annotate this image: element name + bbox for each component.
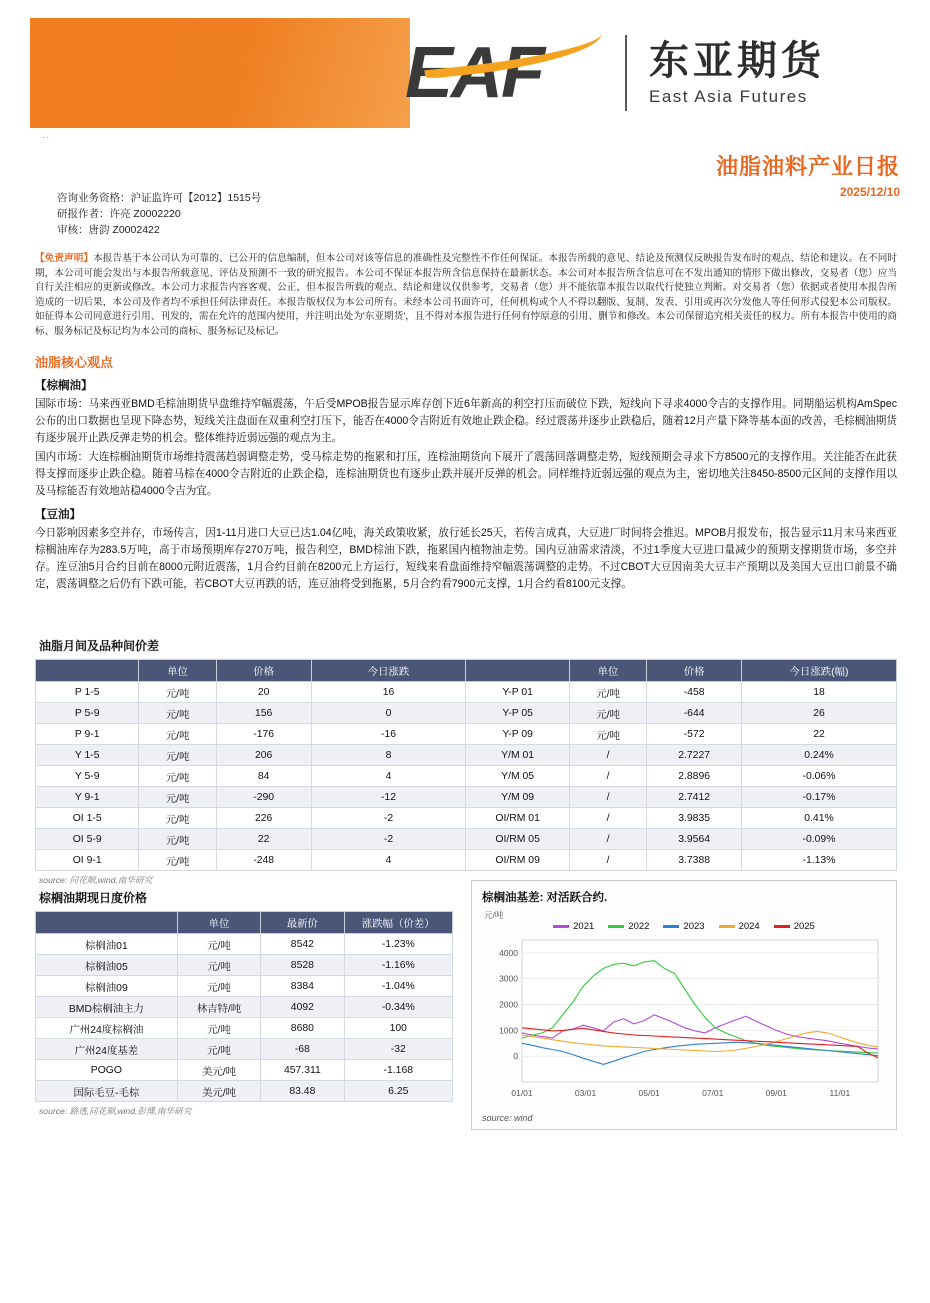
cell-name: 棕榈油01 xyxy=(36,934,178,955)
cell-l-chg: 8 xyxy=(311,745,466,766)
cell-name: POGO xyxy=(36,1060,178,1081)
cell-name: 棕榈油09 xyxy=(36,976,178,997)
cell-unit: 元/吨 xyxy=(177,1018,260,1039)
legend-item-2023 xyxy=(663,921,704,932)
subhead-soybean-oil: 【豆油】 xyxy=(35,509,81,521)
cell-l-unit: 元/吨 xyxy=(139,745,216,766)
cell-chg: -1.16% xyxy=(344,955,452,976)
cell-l-unit: 元/吨 xyxy=(139,724,216,745)
table-row xyxy=(36,1081,453,1102)
legend-item-2022 xyxy=(608,921,649,932)
bottom-section xyxy=(35,880,897,1130)
eaf-logo-text: EAF xyxy=(405,33,543,113)
table-row xyxy=(36,745,897,766)
cell-chg: -0.34% xyxy=(344,997,452,1018)
legend-item-2021 xyxy=(553,921,594,932)
cell-r-name: OI/RM 09 xyxy=(466,850,569,871)
cell-name: 棕榈油05 xyxy=(36,955,178,976)
brand-logo xyxy=(395,18,900,128)
cell-l-price: -248 xyxy=(216,850,311,871)
svg-text:2000: 2000 xyxy=(499,999,518,1010)
spread-table-caption: 油脂月间及品种间价差 xyxy=(39,639,160,653)
spread-table-source: source: 同花顺,wind,南华研究 xyxy=(39,875,153,885)
table-row xyxy=(36,1018,453,1039)
cell-l-unit: 元/吨 xyxy=(139,682,216,703)
col-change-right: 今日涨跌(幅) xyxy=(741,660,896,682)
col-palm-unit: 单位 xyxy=(177,912,260,934)
cell-r-price: 3.9835 xyxy=(647,808,742,829)
cell-r-chg: -0.06% xyxy=(741,766,896,787)
palm-price-table-body xyxy=(36,934,453,1102)
chart-svg xyxy=(482,934,886,1102)
cell-r-unit: / xyxy=(569,808,646,829)
soybean-oil-paragraph: 今日影响因素多空并存，市场传言，因1-11月进口大豆已达1.04亿吨，海关政策收紧，放行延长25天，若传言成真，大豆进厂时间将会推迟。MPOB月报发布，报告显示11月末马来西亚棕榈油库存为283.5万吨，高于市场预期库存270万吨，报告利空，BMD棕油下跌，拖累国内植物油走势。国内豆油需求清淡，不过1季度大豆进口量减少的预期支撑期货市场，多空并存。连豆油5月合约目前在8000元附近震荡，1月合约目前在8200元上方运行，短线来看盘面维持窄幅震荡调整的走势。不过CBOT大豆因南美大豆丰产预期以及美国大豆出口前景不确定，震荡调整之后仍有下跌可能，若CBOT大豆再跌的话，连豆油将受到拖累，5月合约看7900元支撑，1月合约看8100元支撑。 xyxy=(35,527,897,590)
table-row xyxy=(36,808,897,829)
svg-text:3000: 3000 xyxy=(499,973,518,984)
col-unit-left: 单位 xyxy=(139,660,216,682)
cell-r-chg: 0.41% xyxy=(741,808,896,829)
cell-r-price: -572 xyxy=(647,724,742,745)
cell-l-name: Y 5-9 xyxy=(36,766,139,787)
legend-label: 2024 xyxy=(738,921,760,932)
table-row xyxy=(36,997,453,1018)
cell-l-price: 156 xyxy=(216,703,311,724)
cell-r-unit: / xyxy=(569,829,646,850)
brand-name-cn: 东亚期货 xyxy=(649,39,825,83)
legend-label: 2021 xyxy=(573,921,595,932)
spread-table xyxy=(35,659,897,871)
col-price-right: 价格 xyxy=(647,660,742,682)
cell-l-chg: 4 xyxy=(311,766,466,787)
disclaimer-tag: 【免责声明】 xyxy=(35,253,94,264)
licence-line-1: 咨询业务资格：沪证监许可【2012】1515号 xyxy=(57,192,262,204)
cell-r-price: -458 xyxy=(647,682,742,703)
licence-info xyxy=(57,190,261,238)
cell-name: 国际毛豆-毛棕 xyxy=(36,1081,178,1102)
cell-price: 8680 xyxy=(261,1018,344,1039)
cell-name: 广州24度基差 xyxy=(36,1039,178,1060)
svg-text:4000: 4000 xyxy=(499,947,518,958)
chart-legend xyxy=(482,921,886,932)
cell-l-name: Y 9-1 xyxy=(36,787,139,808)
legend-label: 2022 xyxy=(628,921,650,932)
cell-price: 83.48 xyxy=(261,1081,344,1102)
cell-name: 广州24度棕榈油 xyxy=(36,1018,178,1039)
cell-r-unit: / xyxy=(569,745,646,766)
palm-paragraph-international: 国际市场：马来西亚BMD毛棕油期货早盘维持窄幅震荡，午后受MPOB报告显示库存创下近6年新高的利空打压而破位下跌，短线向下寻求4000令吉的支撑作用。同期船运机构AmSpec公布的出口数据也呈现下降态势，短线关注盘面在双重利空打压下，能否在4000令吉附近有效地止跌企稳。经过震荡并逐步止跌稳后，随着12月产量下降等基本面的改善，毛棕榈油期货有逐步展开止跌反弹走势的机会。整体维持近弱远强的观点为主。 xyxy=(35,398,897,444)
palm-price-table xyxy=(35,911,453,1102)
cell-l-name: Y 1-5 xyxy=(36,745,139,766)
palm-paragraph-domestic: 国内市场：大连棕榈油期货市场维持震荡趋弱调整走势，受马棕走势的拖累和打压，连棕油期货向下展开了震荡回落调整走势，短线预期会寻求下方8500元的支撑作用。关注能否在此获得支撑而逐步止跌企稳。随着马棕在4000令吉附近的止跌企稳，连棕油期货也有逐步止跌并展开反弹的机会。同样维持近弱远强的观点为主，密切地关注8450-8500元区间的支撑作用以及马棕能否有效地站稳4000令吉为宜。 xyxy=(35,451,897,497)
col-palm-price: 最新价 xyxy=(261,912,344,934)
table-row xyxy=(36,829,897,850)
spread-table-section xyxy=(35,628,897,886)
cell-r-chg: 0.24% xyxy=(741,745,896,766)
svg-text:1000: 1000 xyxy=(499,1025,518,1036)
cell-l-price: 206 xyxy=(216,745,311,766)
cell-r-unit: / xyxy=(569,787,646,808)
chart-plot-area xyxy=(482,934,886,1107)
cell-l-unit: 元/吨 xyxy=(139,808,216,829)
spread-table-body xyxy=(36,682,897,871)
legend-label: 2023 xyxy=(683,921,705,932)
svg-text:05/01: 05/01 xyxy=(638,1088,660,1098)
cell-r-price: 3.9564 xyxy=(647,829,742,850)
cell-chg: -1.168 xyxy=(344,1060,452,1081)
cell-r-chg: -0.17% xyxy=(741,787,896,808)
cell-l-chg: 16 xyxy=(311,682,466,703)
spread-table-header-row xyxy=(36,660,897,682)
cell-l-name: P 5-9 xyxy=(36,703,139,724)
cell-unit: 元/吨 xyxy=(177,1039,260,1060)
cell-l-name: OI 1-5 xyxy=(36,808,139,829)
cell-r-unit: / xyxy=(569,766,646,787)
header-orange-banner xyxy=(30,18,410,128)
table-row xyxy=(36,1039,453,1060)
cell-l-price: 226 xyxy=(216,808,311,829)
legend-item-2024 xyxy=(719,921,760,932)
cell-l-chg: -2 xyxy=(311,829,466,850)
col-palm-name xyxy=(36,912,178,934)
core-views-section xyxy=(35,352,897,595)
cell-r-name: Y/M 01 xyxy=(466,745,569,766)
disclaimer-block xyxy=(35,252,897,340)
cell-l-unit: 元/吨 xyxy=(139,766,216,787)
svg-text:11/01: 11/01 xyxy=(829,1088,851,1098)
cell-l-price: -176 xyxy=(216,724,311,745)
cell-r-name: OI/RM 01 xyxy=(466,808,569,829)
cell-l-unit: 元/吨 xyxy=(139,703,216,724)
table-row xyxy=(36,955,453,976)
cell-l-price: 20 xyxy=(216,682,311,703)
chart-title: 棕榈油基差: 对活跃合约. xyxy=(482,892,608,904)
cell-r-chg: 18 xyxy=(741,682,896,703)
svg-text:0: 0 xyxy=(513,1051,518,1062)
cell-price: 8542 xyxy=(261,934,344,955)
chart-y-unit: 元/吨 xyxy=(484,910,504,920)
cell-l-chg: -12 xyxy=(311,787,466,808)
cell-unit: 元/吨 xyxy=(177,976,260,997)
cell-r-chg: 26 xyxy=(741,703,896,724)
legend-label: 2025 xyxy=(793,921,815,932)
cell-price: -68 xyxy=(261,1039,344,1060)
title-block xyxy=(716,150,900,199)
cell-r-unit: 元/吨 xyxy=(569,682,646,703)
legend-swatch-icon xyxy=(663,925,679,928)
cell-price: 457.311 xyxy=(261,1060,344,1081)
subhead-palm: 【棕榈油】 xyxy=(35,380,93,392)
col-name-left xyxy=(36,660,139,682)
table-row xyxy=(36,1060,453,1081)
cell-l-name: P 9-1 xyxy=(36,724,139,745)
disclaimer-text: 本报告基于本公司认为可靠的、已公开的信息编制，但本公司对该等信息的准确性及完整性不作任何保证。本报告所载的意见、结论及预测仅反映报告发布时的观点、结论和建议。在不同时期，本公司可能会发出与本报告所载意见、评估及预测不一致的研究报告。本公司不保证本报告所含信息保持在最新状态。本公司对本报告所含信息可在不发出通知的情形下做出修改，交易者（您）应当自行关注相应的更新或修改。本公司力求报告内容客观、公正，但本报告所载的观点、结论和建议仅供参考，交易者（您）并不能依靠本报告以取代行使独立判断。对交易者（您）依据或者使用本报告所造成的一切后果，本公司及作者均不承担任何法律责任。本报告版权仅为本公司所有。未经本公司书面许可，任何机构或个人不得以翻版、复制、发表、引用或再次分发他人等任何形式侵犯本公司版权。如征得本公司同意进行引用、刊发的，需在允许的范围内使用，并注明出处为'东亚期货'，且不得对本报告进行任何有悖原意的引用、删节和修改。本公司保留追究相关责任的权力。所有本报告中使用的商标、服务标记及标记均为本公司的商标、服务标记及标记。 xyxy=(35,253,898,337)
cell-r-unit: 元/吨 xyxy=(569,703,646,724)
palm-price-header-row xyxy=(36,912,453,934)
cell-price: 4092 xyxy=(261,997,344,1018)
cell-chg: 100 xyxy=(344,1018,452,1039)
legend-item-2025 xyxy=(774,921,815,932)
brand-name-en: East Asia Futures xyxy=(649,87,808,106)
cell-l-chg: -2 xyxy=(311,808,466,829)
basis-chart-panel xyxy=(471,880,897,1130)
legend-swatch-icon xyxy=(608,925,624,928)
cell-r-name: OI/RM 05 xyxy=(466,829,569,850)
cell-unit: 美元/吨 xyxy=(177,1081,260,1102)
col-palm-change: 涨跌幅（价差） xyxy=(344,912,452,934)
cell-l-price: -290 xyxy=(216,787,311,808)
cell-name: BMD棕榈油主力 xyxy=(36,997,178,1018)
cell-r-chg: -0.09% xyxy=(741,829,896,850)
table-row xyxy=(36,934,453,955)
cell-r-name: Y-P 01 xyxy=(466,682,569,703)
table-row xyxy=(36,766,897,787)
cell-l-name: P 1-5 xyxy=(36,682,139,703)
cell-unit: 美元/吨 xyxy=(177,1060,260,1081)
cell-l-price: 84 xyxy=(216,766,311,787)
cell-chg: -1.04% xyxy=(344,976,452,997)
cell-r-price: 2.7412 xyxy=(647,787,742,808)
cell-r-unit: 元/吨 xyxy=(569,724,646,745)
table-row xyxy=(36,724,897,745)
legend-swatch-icon xyxy=(774,925,790,928)
table-row xyxy=(36,787,897,808)
chart-source: source: wind xyxy=(482,1113,533,1123)
cell-l-chg: 4 xyxy=(311,850,466,871)
cell-r-price: -644 xyxy=(647,703,742,724)
cell-r-unit: / xyxy=(569,850,646,871)
licence-line-2: 研报作者：许亮 Z0002220 xyxy=(57,208,181,220)
page-title: 油脂油料产业日报 xyxy=(715,154,900,179)
eaf-logo-icon xyxy=(405,30,615,116)
cell-unit: 元/吨 xyxy=(177,934,260,955)
svg-text:03/01: 03/01 xyxy=(574,1088,597,1098)
table-row xyxy=(36,850,897,871)
page-header xyxy=(0,0,930,140)
table-row xyxy=(36,703,897,724)
svg-text:01/01: 01/01 xyxy=(511,1088,533,1098)
legend-swatch-icon xyxy=(719,925,735,928)
svg-text:09/01: 09/01 xyxy=(765,1088,787,1098)
cell-l-unit: 元/吨 xyxy=(139,787,216,808)
cell-r-price: 3.7388 xyxy=(647,850,742,871)
palm-price-source: source: 路透,同花顺,wind,彭博,南华研究 xyxy=(39,1106,192,1116)
cell-unit: 元/吨 xyxy=(177,955,260,976)
palm-price-table-section xyxy=(35,880,453,1130)
table-row xyxy=(36,682,897,703)
cell-r-chg: -1.13% xyxy=(741,850,896,871)
licence-line-3: 审核：唐韵 Z0002422 xyxy=(57,224,160,236)
cell-chg: -1.23% xyxy=(344,934,452,955)
cell-l-name: OI 9-1 xyxy=(36,850,139,871)
section-title-core: 油脂核心观点 xyxy=(35,355,114,370)
svg-text:07/01: 07/01 xyxy=(702,1088,724,1098)
palm-price-caption: 棕榈油期现日度价格 xyxy=(39,891,148,905)
col-unit-right: 单位 xyxy=(569,660,646,682)
logo-divider xyxy=(625,35,627,111)
cell-unit: 林吉特/吨 xyxy=(177,997,260,1018)
report-date: 2025/12/10 xyxy=(839,185,900,199)
cell-r-chg: 22 xyxy=(741,724,896,745)
cell-chg: -32 xyxy=(344,1039,452,1060)
legend-swatch-icon xyxy=(553,925,569,928)
cell-price: 8528 xyxy=(261,955,344,976)
cell-r-name: Y/M 09 xyxy=(466,787,569,808)
cell-r-price: 2.8896 xyxy=(647,766,742,787)
cell-r-name: Y-P 05 xyxy=(466,703,569,724)
cell-price: 8384 xyxy=(261,976,344,997)
col-price-left: 价格 xyxy=(216,660,311,682)
cell-r-name: Y/M 05 xyxy=(466,766,569,787)
cell-r-price: 2.7227 xyxy=(647,745,742,766)
table-row xyxy=(36,976,453,997)
cell-l-chg: -16 xyxy=(311,724,466,745)
cell-l-unit: 元/吨 xyxy=(139,850,216,871)
cell-l-chg: 0 xyxy=(311,703,466,724)
cell-chg: 6.25 xyxy=(344,1081,452,1102)
cell-l-price: 22 xyxy=(216,829,311,850)
cell-l-name: OI 5-9 xyxy=(36,829,139,850)
cell-r-name: Y-P 09 xyxy=(466,724,569,745)
col-change-left: 今日涨跌 xyxy=(311,660,466,682)
col-name-right xyxy=(466,660,569,682)
cell-l-unit: 元/吨 xyxy=(139,829,216,850)
decorative-dots: .. xyxy=(42,130,52,140)
